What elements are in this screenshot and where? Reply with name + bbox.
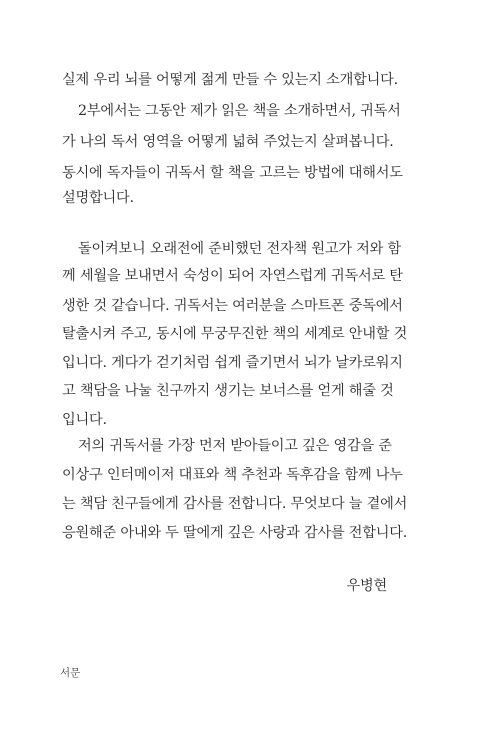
paragraph-line: 설명합니다. xyxy=(62,190,134,206)
paragraph-line: 탈출시켜 주고, 동시에 무궁무진한 책의 세계로 안내할 것 xyxy=(62,326,408,342)
paragraph-line: 돌이켜보니 오래전에 준비했던 전자책 원고가 저와 함 xyxy=(78,241,401,257)
paragraph-line: 동시에 독자들이 귀독서 할 책을 고르는 방법에 대해서도 xyxy=(62,165,403,181)
paragraph-line: 저의 귀독서를 가장 먼저 받아들이고 깊은 영감을 준 xyxy=(78,438,392,454)
paragraph-line: 는 책담 친구들에게 감사를 전합니다. 무엇보다 늘 곁에서 xyxy=(62,496,408,512)
paragraph-line: 응원해준 아내와 두 딸에게 깊은 사랑과 감사를 전합니다. xyxy=(62,525,408,541)
paragraph-line: 가 나의 독서 영역을 어떻게 넓혀 주었는지 살펴봅니다. xyxy=(62,134,394,150)
paragraph-line: 생한 것 같습니다. 귀독서는 여러분을 스마트폰 중독에서 xyxy=(62,298,403,314)
running-footer: 서문 xyxy=(60,667,81,679)
paragraph-line: 2부에서는 그동안 제가 읽은 책을 소개하면서, 귀독서 xyxy=(78,103,401,119)
paragraph-line: 이상구 인터메이저 대표와 책 추천과 독후감을 함께 나누 xyxy=(62,467,403,483)
paragraph-line: 고 책담을 나눌 친구까지 생기는 보너스를 얻게 해줄 것 xyxy=(62,383,394,399)
paragraph-line: 입니다. 게다가 걷기처럼 쉽게 즐기면서 뇌가 날카로워지 xyxy=(62,355,403,371)
author-signature: 우병현 xyxy=(346,578,387,594)
paragraph-line: 실제 우리 뇌를 어떻게 젊게 만들 수 있는지 소개합니다. xyxy=(62,72,398,88)
paragraph-line: 입니다. xyxy=(62,412,107,428)
paragraph-line: 께 세월을 보내면서 숙성이 되어 자연스럽게 귀독서로 탄 xyxy=(62,268,403,284)
